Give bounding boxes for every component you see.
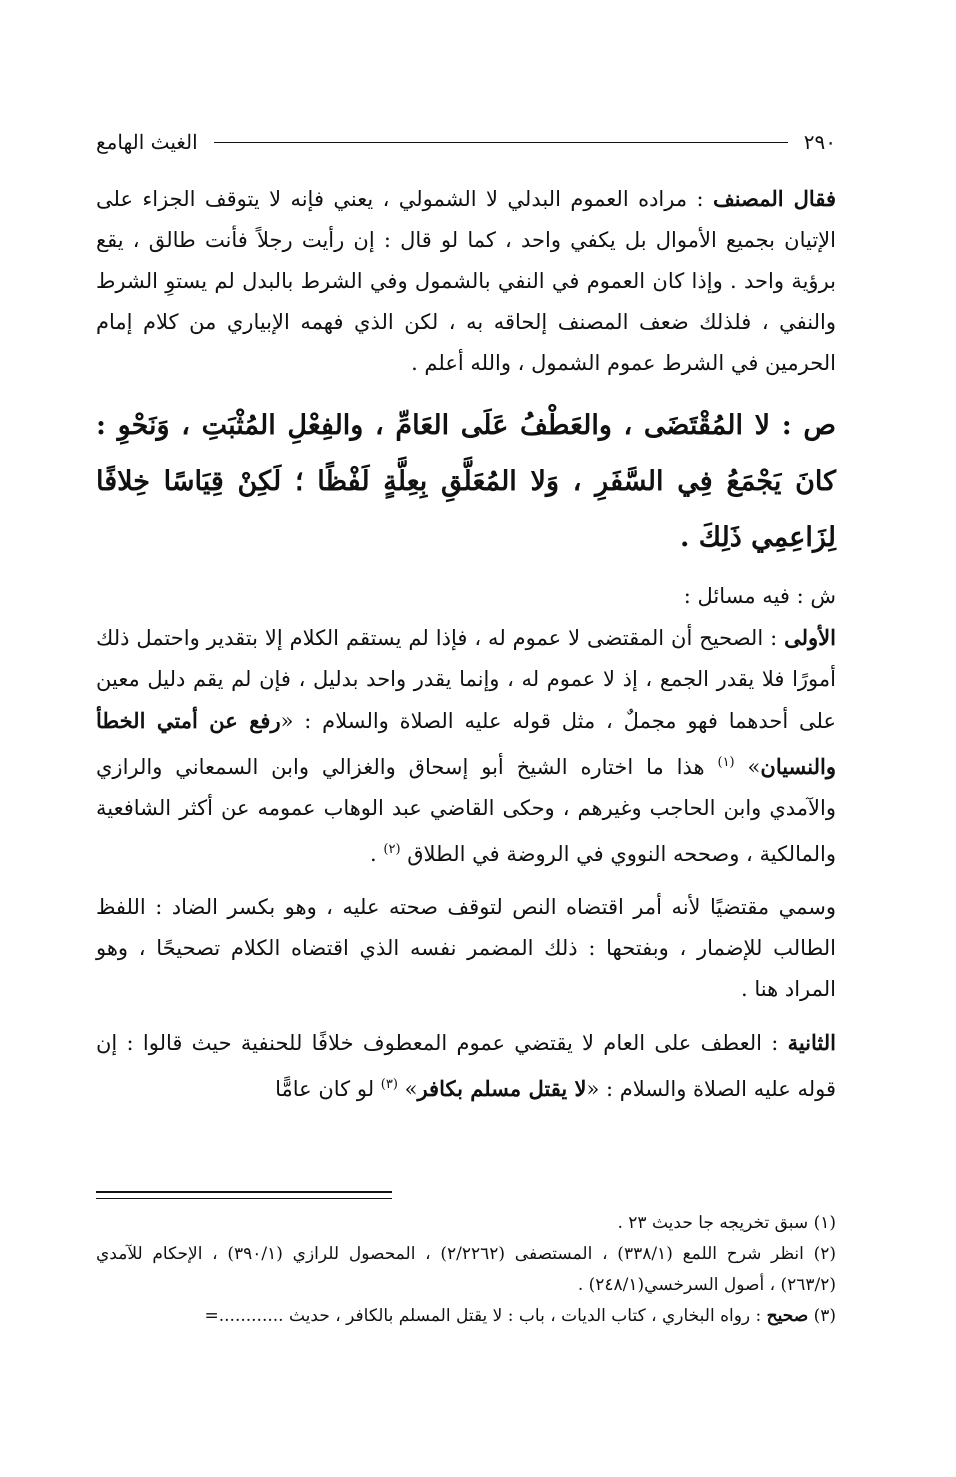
paragraph-sharh-intro: ش : فيه مسائل :: [683, 584, 836, 608]
paragraph-text: هذا ما اختاره الشيخ أبو إسحاق والغزالي وابن السمعاني والرازي والآمدي وابن الحاجب وغيرهم ، وحكى القاضي عبد الوهاب عمومه عن أكثر الشافعية والمالكية ، وصححه النووي في الروضة في الطلاق: [96, 755, 836, 866]
paragraph-text: »: [397, 1077, 418, 1101]
running-header: [96, 126, 836, 158]
footnote-2: (٢) انظر شرح اللمع (٣٣٨/١) ، المستصفى (٢/٢٢٦٢) ، المحصول للرازي (٣٩٠/١) ، الإحكام للآمدي (٢٦٣/٢) ، أصول السرخسي(٢٤٨/١) .: [96, 1244, 836, 1295]
paragraph-muqtada-definition: وسمي مقتضيًا لأنه أمر اقتضاه النص لتوقف صحته عليه ، وهو بكسر الضاد : اللفظ الطالب للإضمار ، وبفتحها : ذلك المضمر نفسه الذي اقتضاه الكلام تصحيحًا ، وهو المراد هنا .: [96, 895, 836, 1001]
paragraph-text: : العطف على العام لا يقتضي عموم المعطوف خلافًا للحنفية حيث قالوا : إن قوله عليه الصلاة والسلام : «: [96, 1031, 836, 1101]
footnote-separator: [96, 1191, 392, 1199]
paragraph-text: .: [370, 842, 384, 866]
paragraph-lead: فقال المصنف: [712, 186, 836, 211]
footnote-text: : رواه البخاري ، كتاب الديات ، باب : لا يقتل المسلم بالكافر ، حديث ............=: [204, 1306, 767, 1326]
hadith-quote: لا يقتل مسلم بكافر: [417, 1076, 587, 1101]
paragraph-lead: الأولى: [784, 625, 836, 650]
book-title: الغيث الهامع: [96, 130, 198, 154]
paragraph-text: : الصحيح أن المقتضى لا عموم له ، فإذا لم يستقم الكلام إلا بتقدير واحتمل ذلك أمورًا فلا يقدر الجمع ، إذ لا عموم له ، وإنما يقدر واحد بدليل ، فإن لم يقم دليل معين على أحدهما فهو مجملٌ ، مثل قوله عليه الصلاة والسلام : «: [96, 626, 836, 733]
matn-text: ص : لا المُقْتَضَى ، والعَطْفُ عَلَى العَامِّ ، والفِعْلِ المُثْبَتِ ، وَنَحْوِ : كانَ يَجْمَعُ فِي السَّفَرِ ، وَلا المُعَلَّقِ بِعِلَّةٍ لَفْظًا ؛ لَكِنْ قِيَاسًا خِلافًا لِزَاعِمِي ذَلِكَ .: [96, 410, 836, 553]
hadith-quote: رفع عن أمتي الخطأ والنسيان: [96, 708, 836, 779]
main-text: [96, 178, 836, 1110]
paragraph-commentary-intro: [96, 178, 836, 384]
paragraph-text: : مراده العموم البدلي لا الشمولي ، يعني فإنه لا يتوقف الجزاء على الإتيان بجميع الأموال بل يكفي واحد ، كما لو قال : إن رأيت رجلاً فأنت طالق ، يقع برؤية واحد . وإذا كان العموم في النفي بالشمول وفي الشرط بالبدل لم يستوِ الشرط والنفي ، فلذلك ضعف المصنف إلحاقه به ، لكن الذي فهمه الإبياري من كلام إمام الحرمين في الشرط عموم الشمول ، والله أعلم .: [96, 187, 836, 375]
paragraph-text: لو كان عامًّا: [275, 1077, 381, 1101]
footnote-ref[interactable]: (٣): [380, 1077, 398, 1092]
paragraph-second-issue: [96, 1022, 836, 1110]
footnote-number: (٣): [808, 1306, 836, 1326]
footnote-ref[interactable]: (٢): [383, 842, 401, 857]
footnote-3: [96, 1301, 836, 1332]
paragraph-text: »: [734, 755, 761, 779]
page-number: ٢٩٠: [803, 130, 836, 154]
book-page: [96, 0, 836, 1477]
footnotes: [96, 1208, 836, 1332]
footnote-ref[interactable]: (١): [717, 755, 735, 770]
footnote-grade: صحيح: [766, 1306, 809, 1326]
paragraph-lead: الثانية: [787, 1030, 836, 1055]
footnote-1: (١) سبق تخريجه جا حديث ٢٣ .: [617, 1213, 836, 1233]
paragraph-first-issue: [96, 617, 836, 875]
header-rule: [214, 142, 788, 143]
